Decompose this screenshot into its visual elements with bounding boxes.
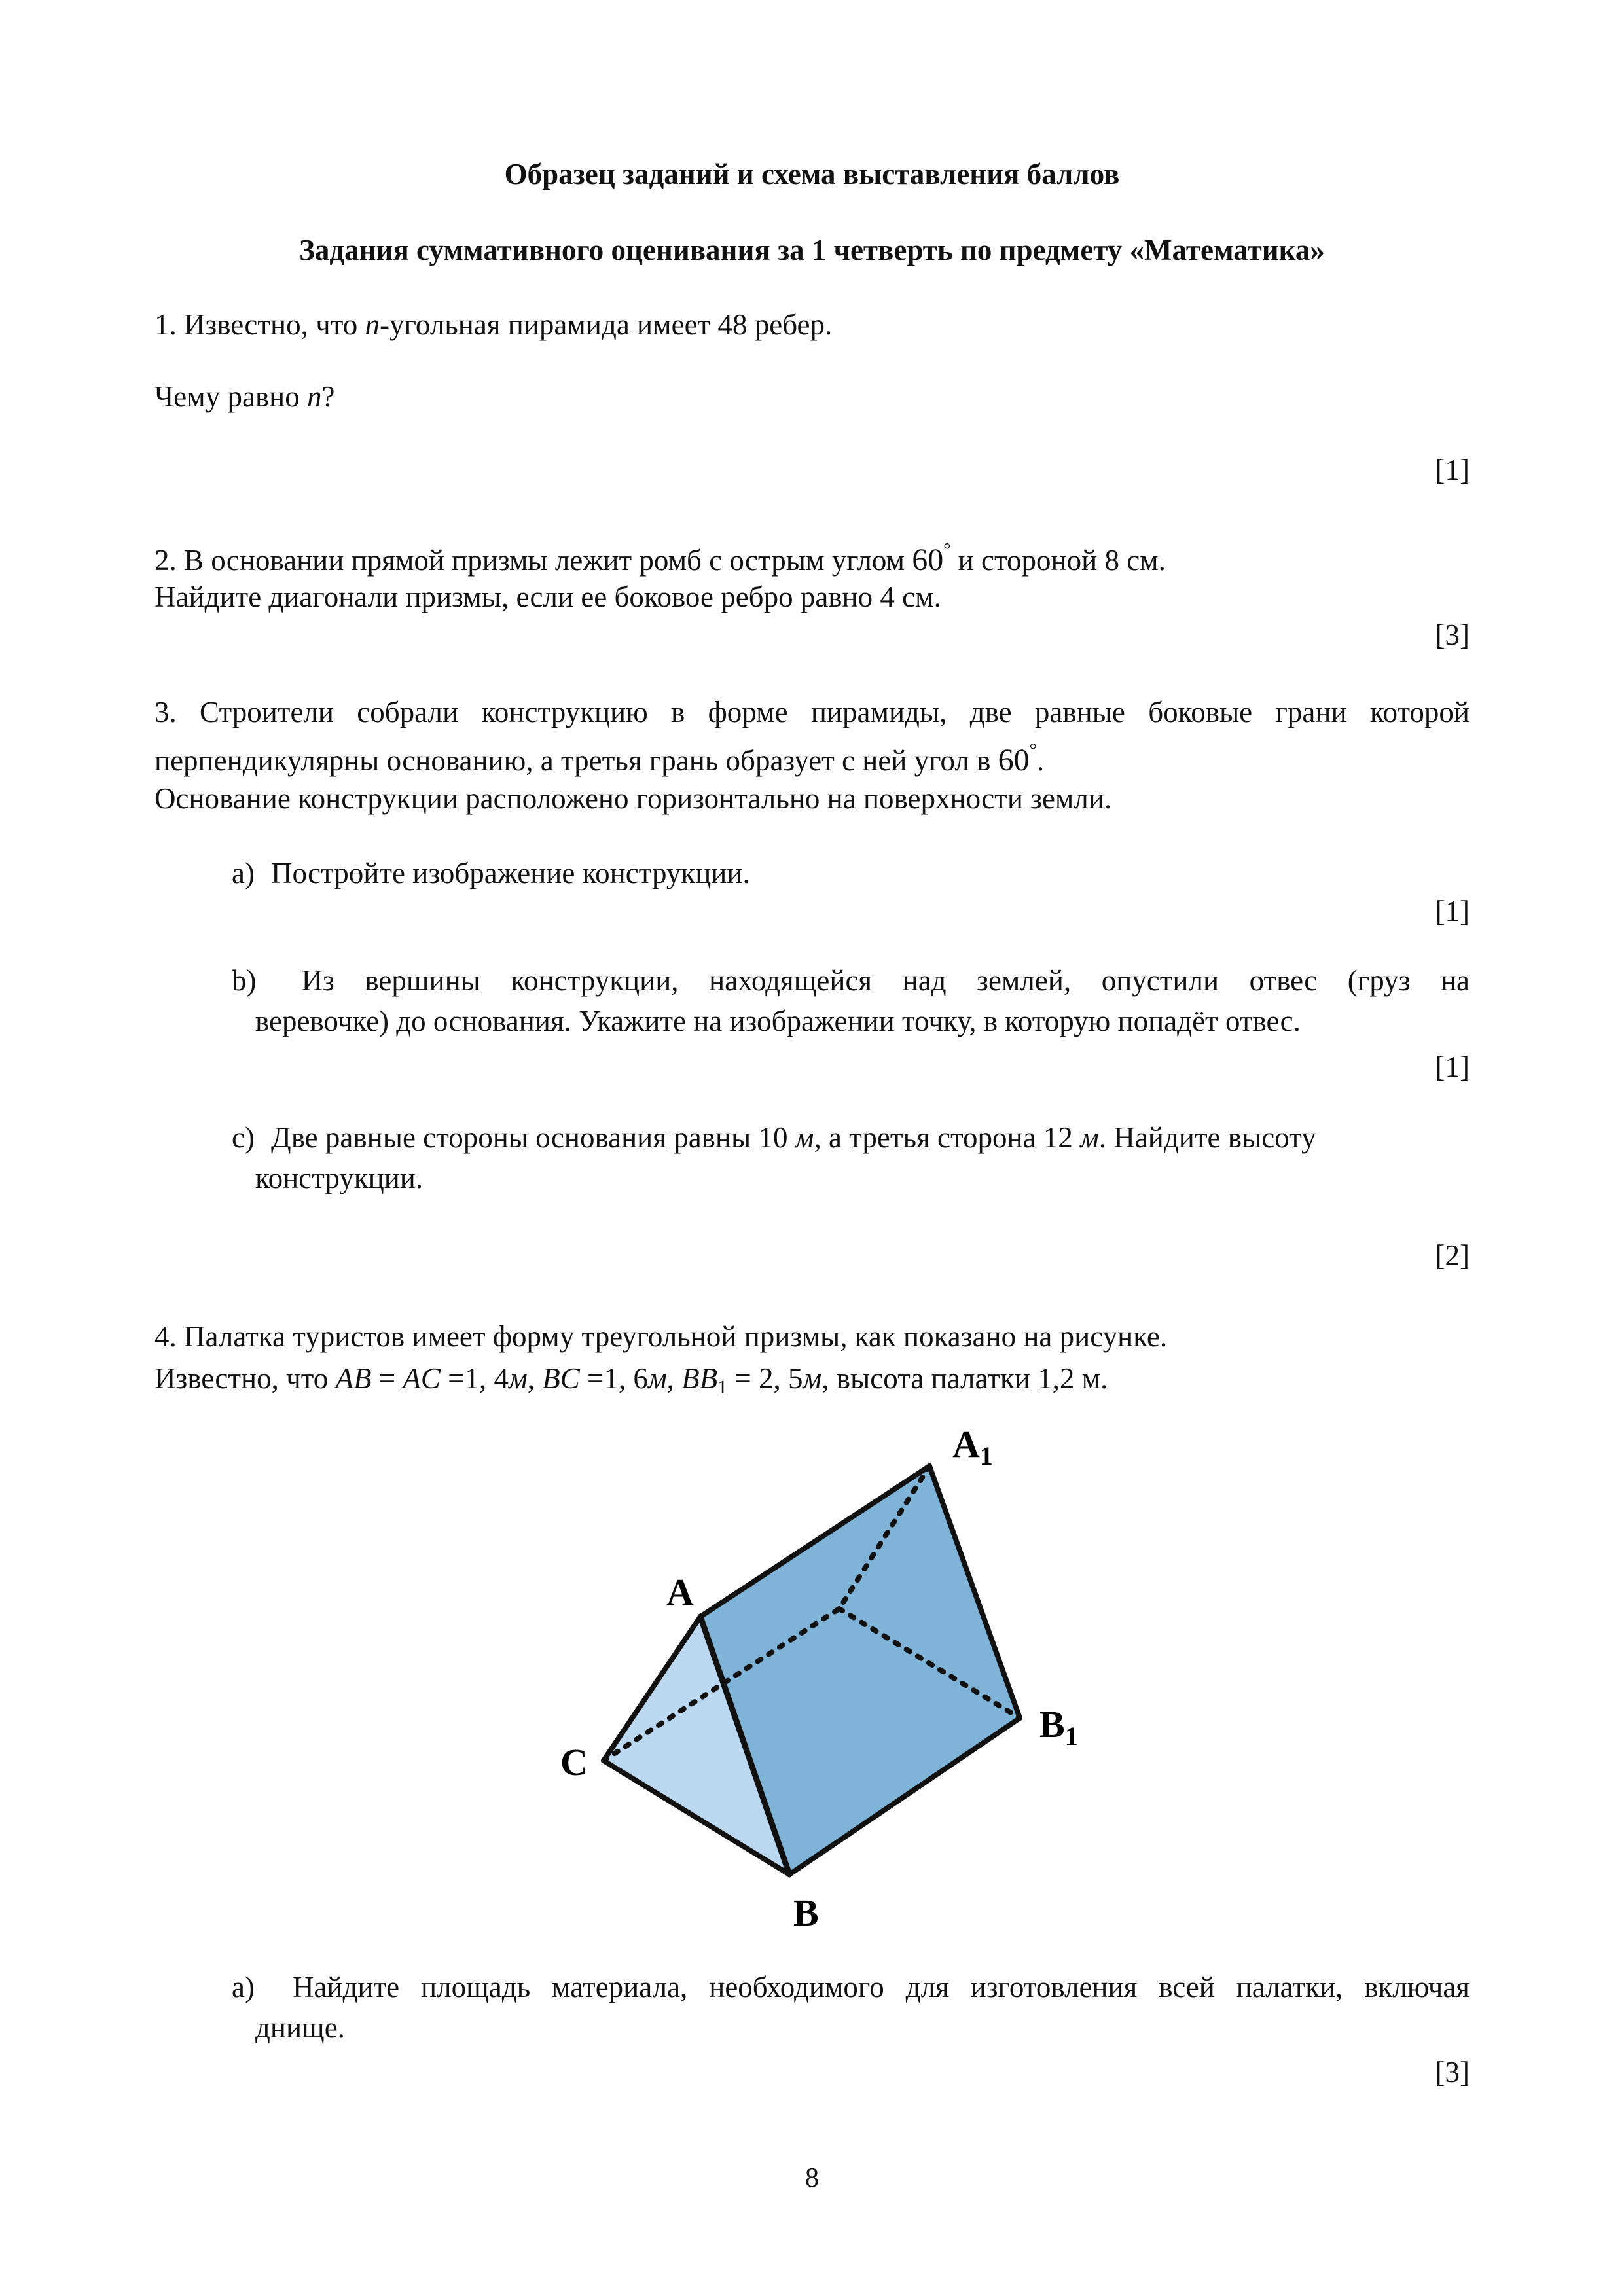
page-number: 8 (805, 2163, 819, 2193)
page-subtitle: Задания суммативного оценивания за 1 четверть по предмету «Математика» (299, 234, 1325, 266)
task2-question: Найдите диагонали призмы, если ее боковое ребро равно 4 см. (154, 581, 941, 613)
task3c-line2: конструкции. (255, 1162, 424, 1194)
task3b-line1: b) Из вершины конструкции, находящейся над землей, опустили отвес (груз на (232, 964, 1470, 997)
task4a-score: [3] (1435, 2056, 1470, 2089)
task4a-line2: днище. (255, 2011, 345, 2044)
task4a-line1: a) Найдите площадь материала, необходимого для изготовления всей палатки, включая (232, 1971, 1470, 2003)
task3-line1: 3. Строители собрали конструкцию в форме пирамиды, две равные боковые грани которой (154, 696, 1470, 728)
task4-line1: 4. Палатка туристов имеет форму треугольной призмы, как показано на рисунке. (154, 1320, 1168, 1353)
task2-statement: 2. В основании прямой призмы лежит ромб с острым углом 60° и стороной 8 см. (154, 540, 1166, 577)
task1-score: [1] (1435, 454, 1470, 486)
task3b-line2: веревочке) до основания. Укажите на изображении точку, в которую попадёт отвес. (255, 1005, 1301, 1037)
label-B1: $B_1$ (1039, 1703, 1078, 1751)
label-C: C (560, 1741, 588, 1784)
task3a-score: [1] (1435, 895, 1470, 927)
task3c-line1: c) Две равные стороны основания равны 10 м, а третья сторона 12 м. Найдите высоту (232, 1121, 1316, 1154)
task4-line2: Известно, что AB = AC =1, 4м, BC =1, 6м, $BB_1 = 2$, 5м, высота палатки 1,2 м. (154, 1362, 1108, 1398)
task3c-score: [2] (1435, 1239, 1470, 1272)
task1-question: Чему равно n? (154, 380, 335, 413)
page-title: Образец заданий и схема выставления баллов (504, 158, 1120, 190)
task3-line2: перпендикулярны основанию, а третья грань образует с ней угол в 60°. (154, 740, 1045, 778)
label-A1: $A_1$ (952, 1423, 993, 1471)
task2-score: [3] (1435, 619, 1470, 651)
task3a: a) Постройте изображение конструкции. (232, 857, 750, 889)
task1-statement: 1. Известно, что n-угольная пирамида имеет 48 ребер. (154, 308, 833, 341)
task3b-score: [1] (1435, 1050, 1470, 1083)
task3-line3: Основание конструкции расположено горизонтально на поверхности земли. (154, 782, 1112, 815)
label-B: B (793, 1892, 819, 1934)
label-A: A (666, 1571, 694, 1613)
